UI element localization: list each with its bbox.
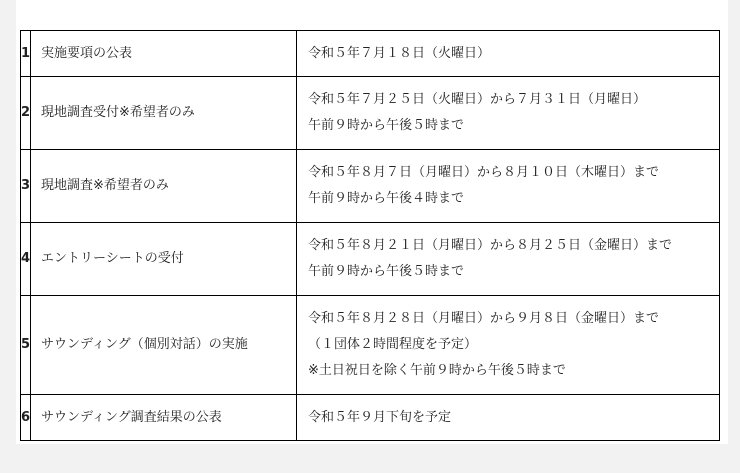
- period-cell: [297, 395, 720, 441]
- item-cell: エントリーシートの受付: [31, 223, 297, 296]
- row-number: 6: [21, 395, 31, 441]
- period-cell: [297, 296, 720, 395]
- period-cell: [297, 77, 720, 150]
- period-line: 令和５年８月７日（月曜日）から８月１０日（木曜日）まで: [308, 165, 660, 180]
- period-line: 令和５年７月２５日（火曜日）から７月３１日（月曜日）: [308, 92, 647, 107]
- item-cell: 現地調査受付※希望者のみ: [31, 77, 297, 150]
- row-number: 1: [21, 31, 31, 77]
- table-row: [21, 77, 720, 150]
- table-row: [21, 296, 720, 395]
- table-row: [21, 223, 720, 296]
- item-cell: 実施要項の公表: [31, 31, 297, 77]
- period-line: 午前９時から午後４時まで: [308, 191, 465, 206]
- period-cell: [297, 31, 720, 77]
- period-line: 午前９時から午後５時まで: [308, 264, 465, 279]
- period-line: 令和５年９月下旬を予定: [308, 409, 452, 425]
- period-line: 令和５年８月２８日（月曜日）から９月８日（金曜日）まで: [308, 311, 660, 326]
- row-number: 4: [21, 223, 31, 296]
- table-row: [21, 395, 720, 441]
- row-number: 5: [21, 296, 31, 395]
- period-cell: [297, 223, 720, 296]
- item-cell: サウンディング調査結果の公表: [31, 395, 297, 441]
- table-row: [21, 31, 720, 77]
- row-number: 2: [21, 77, 31, 150]
- period-cell: [297, 150, 720, 223]
- period-line: 令和５年８月２１日（月曜日）から８月２５日（金曜日）まで: [308, 238, 673, 253]
- item-cell: サウンディング（個別対話）の実施: [31, 296, 297, 395]
- period-line: 午前９時から午後５時まで: [308, 118, 465, 133]
- period-line: （１団体２時間程度を予定）: [308, 337, 478, 352]
- schedule-table: [20, 30, 720, 441]
- row-number: 3: [21, 150, 31, 223]
- table-row: [21, 150, 720, 223]
- item-cell: 現地調査※希望者のみ: [31, 150, 297, 223]
- period-line: 令和５年７月１８日（火曜日）: [308, 45, 491, 61]
- period-line: ※土日祝日を除く午前９時から午後５時まで: [308, 363, 566, 378]
